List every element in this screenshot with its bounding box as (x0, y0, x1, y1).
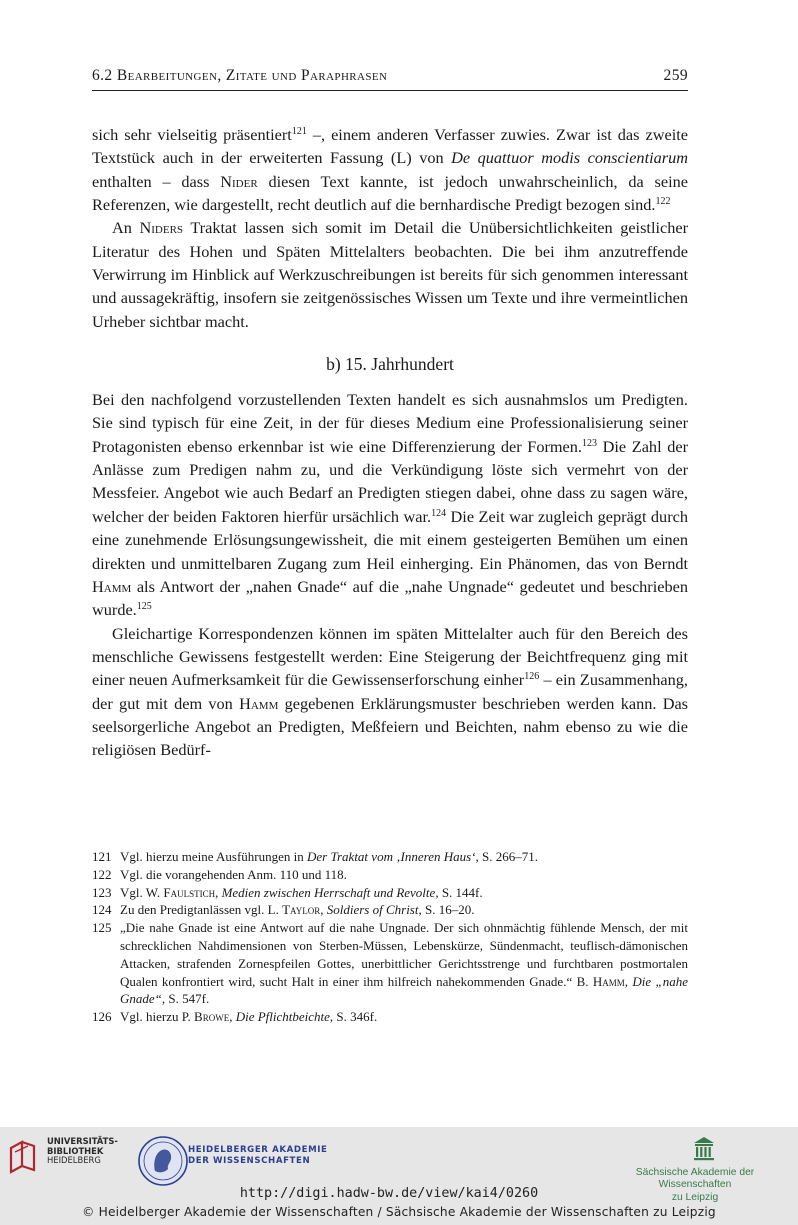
footnote-123: 123 Vgl. W. Faulstich, Medien zwischen Herrschaft und Revolte, S. 144f. (92, 884, 483, 900)
author-name: Hamm (239, 693, 279, 713)
saw-name: Sächsische Akademie der Wissenschaften zu Leipzig (635, 1167, 755, 1203)
viewer-footer-banner (0, 1127, 798, 1225)
paragraph-1: sich sehr vielseitig präsentiert$^{121}$ –, einem anderen Verfasser zuwies. Zwar ist das zweite Textstück auch in der erweiterten Fassung (L) von De quattuor modis conscientiarum enthalten – dass Nider diesen Text kannte, ist jedoch unwahrscheinlich, da seine Referenzen, wie dargestellt, recht deutlich auf die bernhardische Predigt bezogen sind.$^{122}$ (92, 125, 689, 215)
main-text (92, 123, 688, 762)
hadw-seal-icon[interactable] (137, 1135, 189, 1187)
footnote-122: 122 Vgl. die vorangehenden Anm. 110 und 118. (92, 866, 347, 882)
footnote-121: 121 Vgl. hierzu meine Ausführungen in Der Traktat vom ‚Inneren Haus‘, S. 266–71. (92, 849, 538, 864)
footnote-ref-122[interactable]: 122 (655, 196, 671, 208)
section-title: 6.2 Bearbeitungen, Zitate und Paraphrasen (92, 67, 388, 84)
ub-heidelberg-name: UNIVERSITÄTS- BIBLIOTHEK HEIDELBERG (47, 1136, 118, 1166)
permalink-url[interactable]: http://digi.hadw-bw.de/view/kai4/0260 (239, 1186, 539, 1201)
author-name: Niders (139, 218, 184, 238)
running-head (92, 66, 688, 91)
page-number: 259 (663, 67, 688, 84)
footnote-ref-123[interactable]: 123 (582, 437, 597, 449)
footnote-ref-121[interactable]: 121 (291, 126, 307, 137)
paragraph-3: Bei den nachfolgend vorzustellenden Texten handelt es sich ausnahmslos um Predigten. Sie sind typisch für eine Zeit, in der für dieses Medium eine Professionalisierung seiner Protagonisten ebenso erkennbar ist wie eine Differenzierung der Formen.$^{123}$ Die Zahl der Anlässe zum Predigen nahm zu, und die Verkündigung löste sich vermehrt von der Messfeier. Angebot wie auch Bedarf an Predigten stiegen dabei, ohne dass zu sagen wäre, welcher der beiden Faktoren hierfür ursächlich war.$^{124}$ Die Zeit war zugleich geprägt durch eine zunehmende Erlösungsungewissheit, die mit einem gesteigerten Bemühen um einen direkten und unmittelbaren Zugang zum Heil einherging. Ein Phänomen, das von Berndt Hamm als Antwort der „nahen Gnade“ auf die „nahe Ungnade“ gedeutet und beschrieben wurde.$^{125}$ (92, 390, 689, 620)
paragraph-2: An Niders Traktat lassen sich somit im Detail die Unübersichtlichkeiten geistlicher Literatur des Hohen und Späten Mittelalters beobachten. Die bei ihm anzutreffende Verwirrung im Hinblick auf Werkzuschreibungen ist bereits für sich genommen interessant und aussagekräftig, insofern sie zeitgenössisches Wissen um Texte und ihre vermeintlichen Urheber sichtbar macht. (92, 218, 689, 331)
copyright-notice: © Heidelberger Akademie der Wissenschaften / Sächsische Akademie der Wissenschaften zu Leipzig (82, 1205, 716, 1219)
paragraph-4: Gleichartige Korrespondenzen können im späten Mittelalter auch für den Bereich des menschliche Gewissens festgestellt werden: Eine Steigerung der Beichtfrequenz ging mit einer neuen Aufmerksamkeit für die Gewissenserforschung einher$^{126}$ – ein Zusammenhang, der gut mit dem von Hamm gegebenen Erklärungsmuster beschrieben werden kann. Das seelsorgerliche Angebot an Predigten, Meßfeiern und Beichten, nahm ebenso zu wie die religiösen Bedürf- (92, 623, 689, 760)
footnote-ref-125[interactable]: 125 (136, 601, 152, 613)
saw-building-icon[interactable] (692, 1135, 716, 1161)
subheading: b) 15. Jahrhundert (326, 354, 454, 375)
footnote-125: 125 „Die nahe Gnade ist eine Antwort auf die nahe Ungnade. Der sich ohnmächtig fühlende Mensch, der mit schrecklichen Nahdimensionen von Sterben-Müssen, Lebenskürze, Sündenmacht, teuflisch-dämonischen Attacken, strafenden Zornespfeilen Gottes, unerbittlicher Gerichtsstrenge und furchtbaren postmortalen Qualen konfrontiert wird, sucht Halt in einer ihm hilfreich nahekommenden Gnade.“ B. Hamm, Die „nahe Gnade“, S. 547f. (92, 920, 688, 1007)
author-name: Nider (220, 171, 258, 191)
footnote-126: 126 Vgl. hierzu P. Browe, Die Pflichtbeichte, S. 346f. (92, 1009, 378, 1025)
footnote-ref-126[interactable]: 126 (524, 671, 540, 683)
footnote-ref-124[interactable]: 124 (431, 507, 447, 519)
author-name: Hamm (92, 576, 132, 596)
hadw-name: HEIDELBERGER AKADEMIE DER WISSENSCHAFTEN (188, 1145, 328, 1166)
footnote-124: 124 Zu den Predigtanlässen vgl. L. Taylor, Soldiers of Christ, S. 16–20. (92, 902, 475, 918)
footnotes (92, 848, 688, 1026)
